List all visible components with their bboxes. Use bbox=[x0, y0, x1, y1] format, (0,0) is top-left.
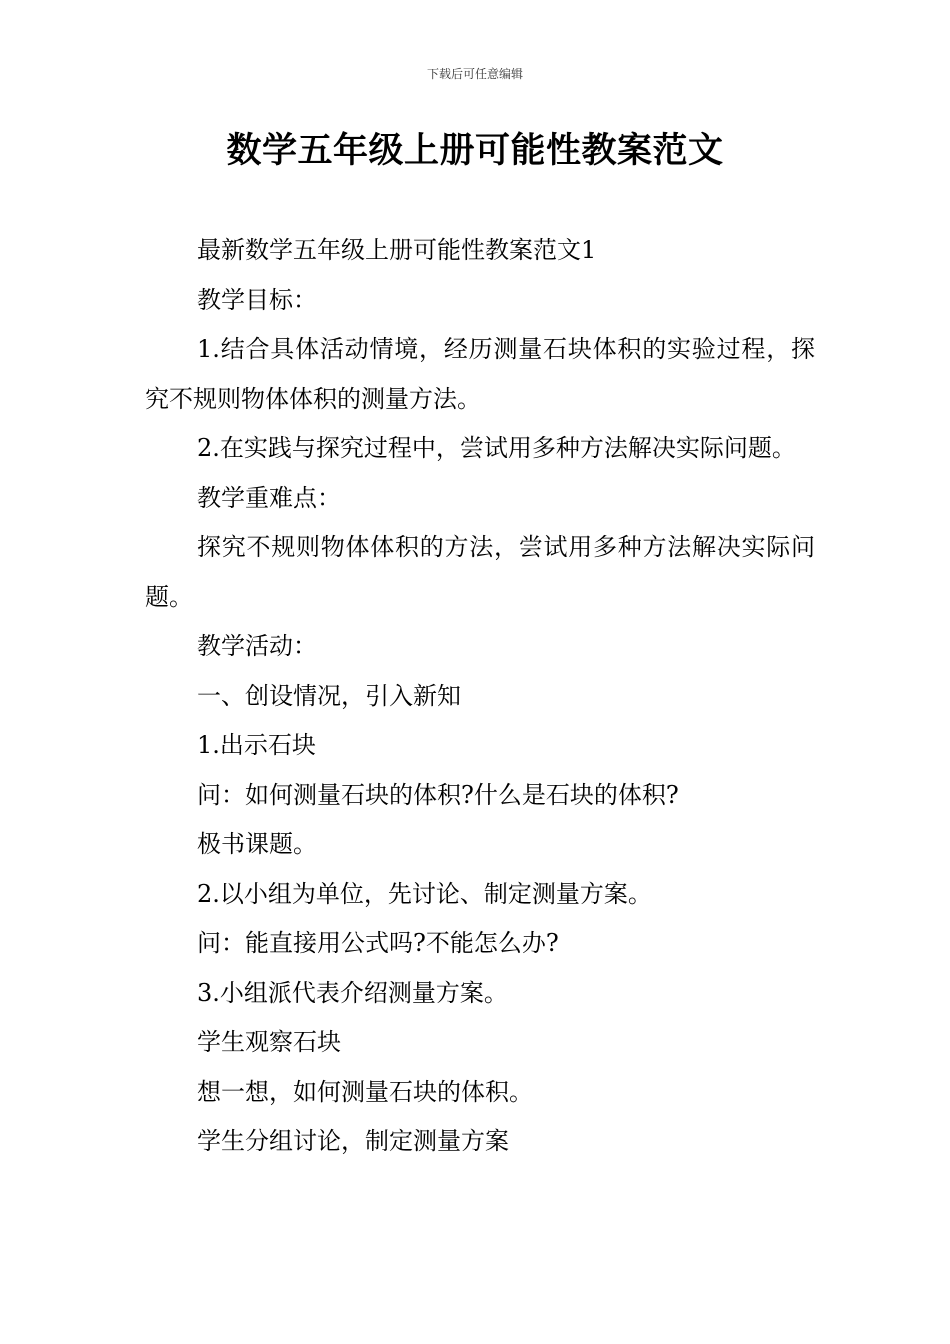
paragraph: 问：如何测量石块的体积?什么是石块的体积? bbox=[197, 780, 679, 809]
paragraph: 学生观察石块 bbox=[197, 1028, 341, 1056]
paragraph: 问：能直接用公式吗?不能怎么办? bbox=[197, 929, 559, 957]
paragraph: 一、创设情况，引入新知 bbox=[197, 681, 461, 710]
paragraph: 教学重难点： bbox=[197, 483, 341, 512]
paragraph: 1.出示石块 bbox=[197, 731, 316, 759]
paragraph: 1.结合具体活动情境，经历测量石块体积的实验过程，探究不规则物体体积的测量方法。 bbox=[145, 335, 815, 413]
paragraph: 教学目标： bbox=[197, 285, 317, 314]
document-body bbox=[145, 226, 815, 1167]
paragraph: 2.以小组为单位，先讨论、制定测量方案。 bbox=[197, 879, 652, 908]
paragraph: 想一想，如何测量石块的体积。 bbox=[197, 1077, 533, 1106]
paragraph: 教学活动： bbox=[197, 632, 317, 660]
paragraph: 探究不规则物体体积的方法，尝试用多种方法解决实际问题。 bbox=[145, 533, 815, 611]
document-title: 数学五年级上册可能性教案范文 bbox=[226, 131, 724, 171]
header-note: 下载后可任意编辑 bbox=[426, 67, 523, 81]
paragraph: 3.小组派代表介绍测量方案。 bbox=[197, 978, 508, 1007]
paragraph: 最新数学五年级上册可能性教案范文1 bbox=[197, 236, 597, 264]
paragraph: 学生分组讨论，制定测量方案 bbox=[197, 1127, 509, 1155]
paragraph: 极书课题。 bbox=[197, 830, 317, 858]
paragraph: 2.在实践与探究过程中，尝试用多种方法解决实际问题。 bbox=[197, 434, 796, 462]
